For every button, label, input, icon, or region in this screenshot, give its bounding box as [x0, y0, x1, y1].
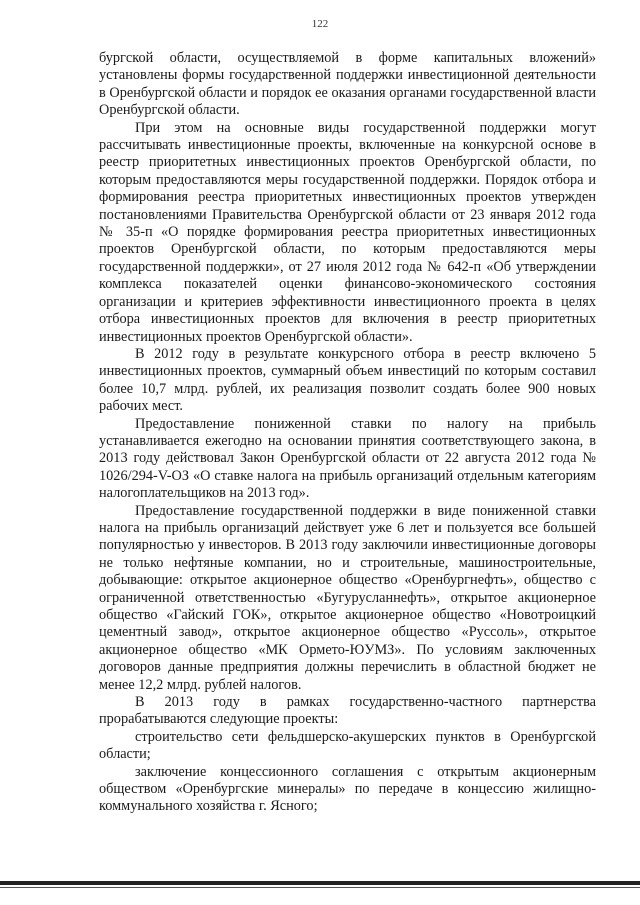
paragraph: При этом на основные виды государственной поддержки могут рассчитывать инвестиционные проекты, включенные на конкурсной основе в реестр приоритетных инвестиционных проектов Оренбургской области, по которым предоставляются меры государственной поддержки. Порядок отбора и формирования реестра приоритетных инвестиционных проектов утвержден постановлениями Правительства Оренбургской области от 23 января 2012 года № 35-п «О порядке формирования реестра приоритетных инвестиционных проектов Оренбургской области, по которым предоставляются меры государственной поддержки», от 27 июля 2012 года № 642-п «Об утверждении комплекса показателей оценки финансово-экономического состояния организации и критериев эффективности инвестиционного проекта в целях отбора инвестиционных проектов для включения в реестр приоритетных инвестиционных проектов Оренбургской области».	[99, 119, 596, 345]
bottom-border-line-thin	[0, 887, 640, 888]
bottom-border-line	[0, 881, 640, 885]
paragraph: В 2012 году в результате конкурсного отбора в реестр включено 5 инвестиционных проектов, суммарный объем инвестиций по которым составил более 10,7 млрд. рублей, их реализация позволит создать более 900 новых рабочих мест.	[99, 345, 596, 415]
paragraph: Предоставление пониженной ставки по налогу на прибыль устанавливается ежегодно на основании принятия соответствующего закона, в 2013 году действовал Закон Оренбургской области от 22 августа 2012 года № 1026/294-V-ОЗ «О ставке налога на прибыль организаций отдельным категориям налогоплательщиков на 2013 год».	[99, 415, 596, 502]
paragraph: строительство сети фельдшерско-акушерских пунктов в Оренбургской области;	[99, 728, 596, 763]
paragraph: В 2013 году в рамках государственно-частного партнерства прорабатываются следующие проекты:	[99, 694, 596, 728]
paragraph: бургской области, осуществляемой в форме капитальных вложений» установлены формы государственной поддержки инвестиционной деятельности в Оренбургской области и порядок ее оказания органами государственной власти Оренбургской области.	[99, 50, 596, 119]
paragraph: Предоставление государственной поддержки в виде пониженной ставки налога на прибыль организаций действует уже 6 лет и пользуется все большей популярностью у инвесторов. В 2013 году заключили инвестиционные договоры не только нефтяные компании, но и строительные, машиностроительные, добывающие: открытое акционерное общество «Оренбургнефть», общество с ограниченной ответственностью «Бугурусланнефть», открытое акционерное общество «Гайский ГОК», открытое акционерное общество «Новотроицкий цементный завод», открытое акционерное общество «Руссоль», открытое акционерное общество «МК Ормето-ЮУМЗ». По условиям заключенных договоров данные предприятия должны перечислить в областной бюджет не менее 12,2 млрд. рублей налогов.	[99, 502, 596, 693]
page-number: 122	[311, 18, 329, 30]
paragraph: заключение концессионного соглашения с открытым акционерным обществом «Оренбургские минералы» по передаче в концессию жилищно-коммунального хозяйства г. Ясного;	[99, 763, 596, 815]
document-body	[99, 50, 596, 816]
